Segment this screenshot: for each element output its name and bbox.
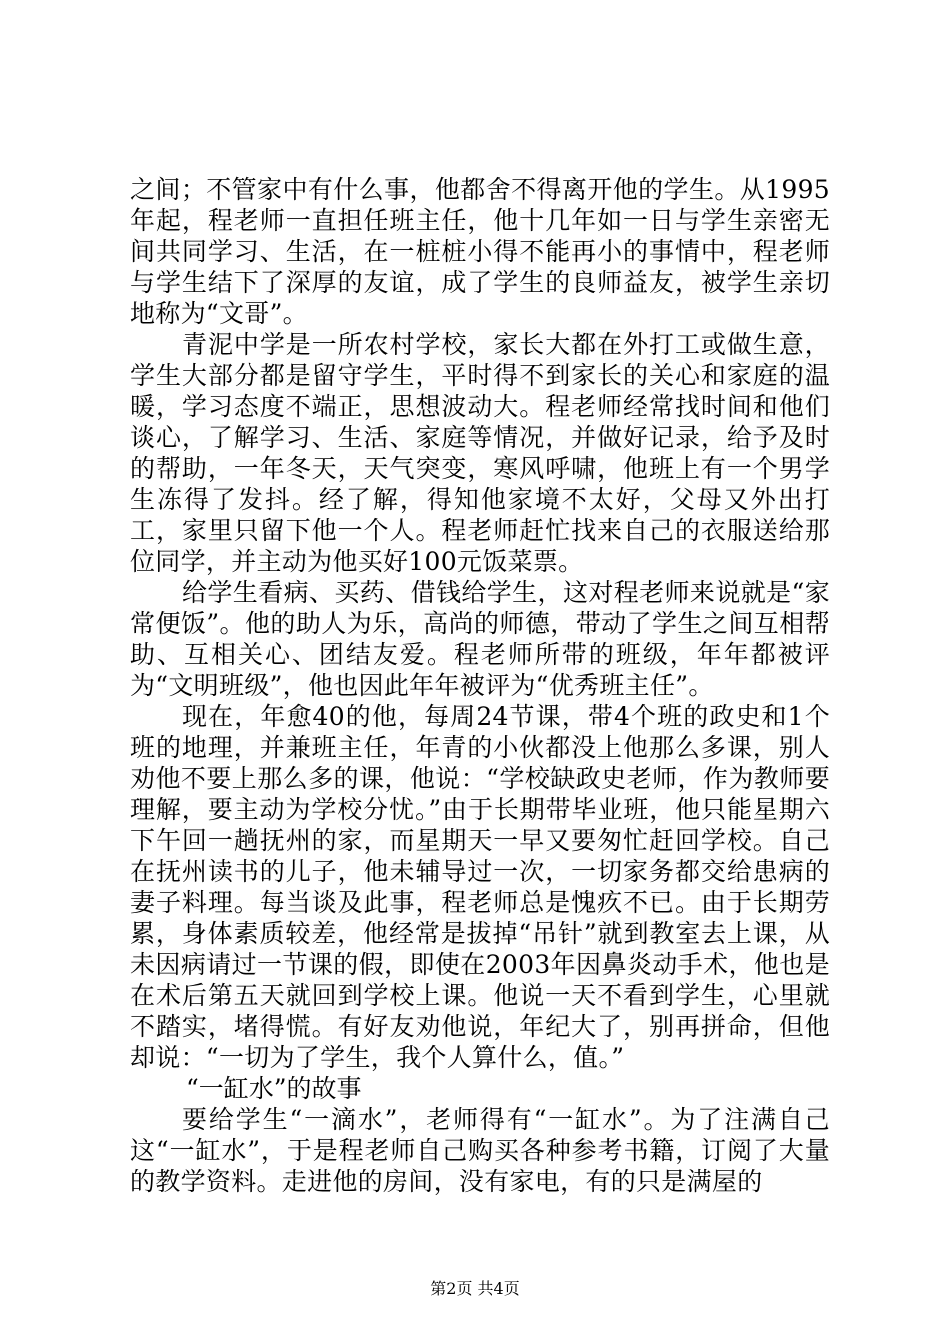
paragraph-one-vat-water: 要给学生“一滴水”，老师得有“一缸水”。为了注满自己这“一缸水”，于是程老师自己购买各种参考书籍，订阅了大量的教学资料。走进他的房间，没有家电，有的只是满屋的 [130, 1105, 830, 1196]
paragraph-qingni-school: 青泥中学是一所农村学校，家长大都在外打工或做生意，学生大部分都是留守学生，平时得不到家长的关心和家庭的温暖，学习态度不端正，思想波动大。程老师经常找时间和他们谈心，了解学习、生活、家庭等情况，并做好记录，给予及时的帮助，一年冬天，天气突变，寒风呼啸，他班上有一个男学生冻得了发抖。经了解，得知他家境不太好，父母又外出打工，家里只留下他一个人。程老师赶忙找来自己的衣服送给那位同学，并主动为他买好100元饭菜票。 [130, 330, 830, 576]
page-footer: 第2页 共4页 [430, 1279, 520, 1298]
document-body [130, 174, 830, 1197]
paragraph-workload: 现在，年愈40的他，每周24节课，带4个班的政史和1个班的地理，并兼班主任，年青的小伙都没上他那么多课，别人劝他不要上那么多的课，他说：“学校缺政史老师，作为教师要理解，要主动为学校分忧。”由于长期带毕业班，他只能星期六下午回一趟抚州的家，而星期天一早又要匆忙赶回学校。自己在抚州读书的儿子，他未辅导过一次，一切家务都交给患病的妻子料理。每当谈及此事，程老师总是愧疚不已。由于长期劳累，身体素质较差，他经常是拔掉“吊针”就到教室去上课，从未因病请过一节课的假，即使在2003年因鼻炎动手术，他也是在术后第五天就回到学校上课。他说一天不看到学生，心里就不踏实，堵得慌。有好友劝他说，年纪大了，别再拼命，但他却说：“一切为了学生，我个人算什么，值。” [130, 702, 830, 1072]
section-heading: “一缸水”的故事 [186, 1074, 362, 1103]
paragraph-continued: 之间；不管家中有什么事，他都舍不得离开他的学生。从1995年起，程老师一直担任班主任，他十几年如一日与学生亲密无间共同学习、生活，在一桩桩小得不能再小的事情中，程老师与学生结下了深厚的友谊，成了学生的良师益友，被学生亲切地称为“文哥”。 [130, 175, 830, 328]
paragraph-helping-students: 给学生看病、买药、借钱给学生，这对程老师来说就是“家常便饭”。他的助人为乐，高尚的师德，带动了学生之间互相帮助、互相关心、团结友爱。程老师所带的班级，年年都被评为“文明班级”，他也因此年年被评为“优秀班主任”。 [130, 578, 830, 700]
